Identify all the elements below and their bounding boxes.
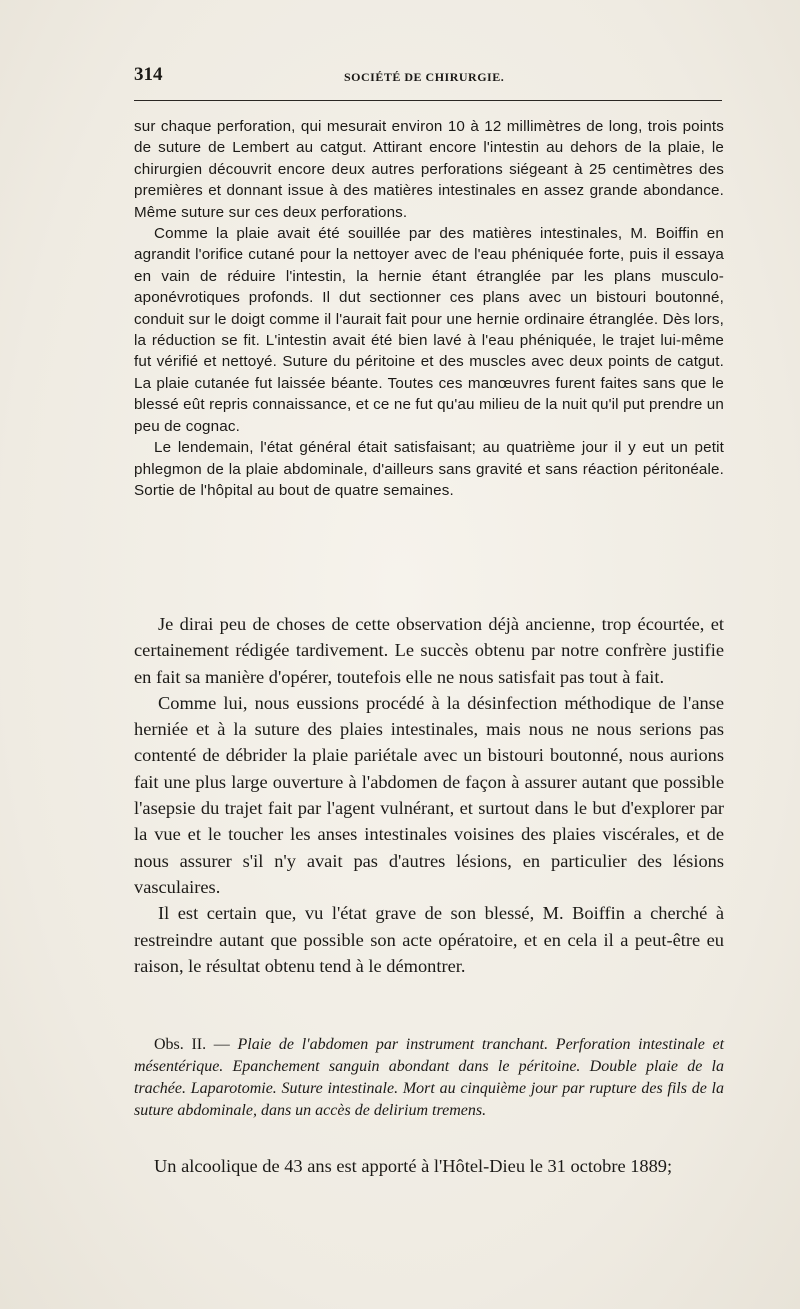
- final-text: [134, 1153, 724, 1179]
- paragraph: Il est certain que, vu l'état grave de son blessé, M. Boiffin a cherché à restreindre autant que possible son acte opératoire, et en cela il a peut-être eu raison, le résultat obtenu tend à le démontrer.: [134, 903, 724, 976]
- case-report-text: [134, 116, 724, 501]
- paragraph: sur chaque perforation, qui mesurait environ 10 à 12 millimètres de long, trois points de suture de Lembert au catgut. Attirant encore l'intestin au dehors de la plaie, le chirurgien découvrit encore deux autres perforations siégeant à 25 centimètres des premières et donnant issue à des matières intestinales en assez grande abondance. Même suture sur ces deux perforations.: [134, 118, 724, 221]
- paragraph: Je dirai peu de choses de cette observation déjà ancienne, trop écourtée, et certainement rédigée tardivement. Le succès obtenu par notre confrère justifie en fait sa manière d'opérer, toutefois elle ne nous satisfait pas tout à fait.: [134, 614, 724, 687]
- paragraph: Comme la plaie avait été souillée par des matières intestinales, M. Boiffin en agrandit l'orifice cutané pour la nettoyer avec de l'eau phéniquée forte, puis il essaya en vain de réduire l'intestin, la hernie étant étranglée par les plans musculo-aponévrotiques profonds. Il dut sectionner ces plans avec un bistouri boutonné, conduit sur le doigt comme il l'aurait fait pour une hernie ordinaire étranglée. Dès lors, la réduction se fit. L'intestin avait été bien lavé à l'eau phéniquée, le trajet lui-même fut vérifié et nettoyé. Suture du péritoine et des muscles avec deux points de catgut. La plaie cutanée fut laissée béante. Toutes ces manœuvres furent faites sans que le blessé eût repris connaissance, et ce ne fut qu'au milieu de la nuit qu'il put prendre un peu de cognac.: [134, 225, 724, 435]
- observation-heading: [134, 1034, 724, 1122]
- observation-label: Obs. II. —: [154, 1036, 230, 1053]
- paragraph: Le lendemain, l'état général était satisfaisant; au quatrième jour il y eut un petit phlegmon de la plaie abdominale, d'ailleurs sans gravité et sans réaction péritonéale. Sortie de l'hôpital au bout de quatre semaines.: [134, 439, 724, 499]
- running-head: SOCIÉTÉ DE CHIRURGIE.: [344, 70, 505, 84]
- page-number: 314: [134, 64, 163, 85]
- paragraph: Un alcoolique de 43 ans est apporté à l'Hôtel-Dieu le 31 octobre 1889;: [154, 1156, 673, 1176]
- page-header: [134, 64, 724, 94]
- header-rule: [134, 100, 722, 101]
- commentary-text: [134, 611, 724, 979]
- observation-title: Plaie de l'abdomen par instrument tranchant. Perforation intestinale et mésentérique. Epanchement sanguin abondant dans le péritoine. Double plaie de la trachée. Laparotomie. Suture intestinale. Mort au cinquième jour par rupture des fils de la suture abdominale, dans un accès de delirium tremens.: [134, 1036, 725, 1119]
- paragraph: Comme lui, nous eussions procédé à la désinfection méthodique de l'anse herniée et à la suture des plaies intestinales, mais nous ne nous serions pas contenté de débrider la plaie pariétale avec un bistouri boutonné, nous aurions fait une plus large ouverture à l'abdomen de façon à assurer autant que possible l'asepsie du trajet fait par l'agent vulnérant, et surtout dans le but d'explorer par la vue et le toucher les anses intestinales voisines des plaies viscérales, et de nous assurer s'il n'y avait pas d'autres lésions, en particulier des lésions vasculaires.: [134, 692, 724, 897]
